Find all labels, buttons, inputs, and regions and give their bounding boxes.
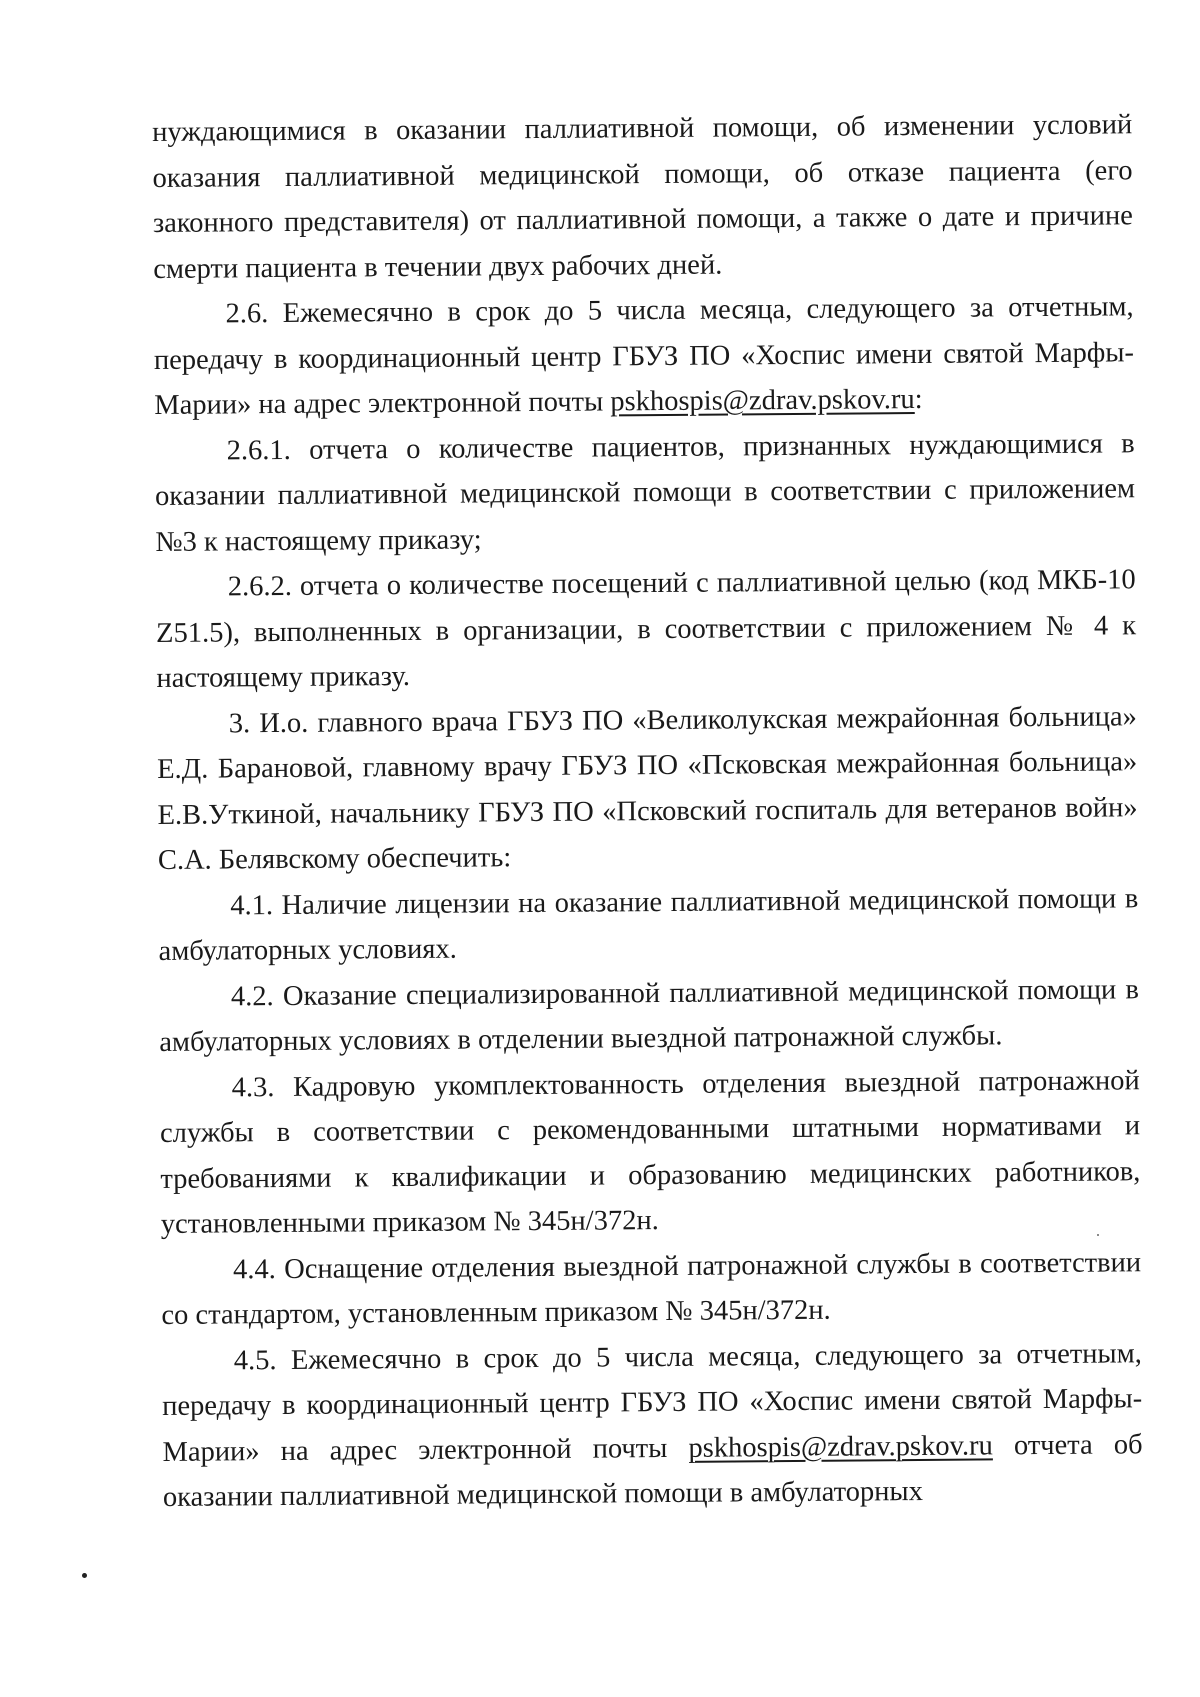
paragraph-2-6-tail: : [914,383,923,416]
scan-speck [82,1573,87,1578]
paragraph-4-3: 4.3. Кадровую укомплектованность отделения выездной патронажной службы в соответствии с рекомендованными штатными нормативами и требованиями к квалификации и образованию медицинских работников, установленными приказом № 345н/372н. [159,1064,1141,1240]
paragraph-4-5 [162,1331,1143,1521]
paragraph-3: 3. И.о. главного врача ГБУЗ ПО «Великолукская межрайонная больница» Е.Д. Барановой, главному врачу ГБУЗ ПО «Псковская межрайонная больница» Е.В.Уткиной, начальнику ГБУЗ ПО «Псковский госпиталь для ветеранов войн» С.А. Белявскому обеспечить: [157,700,1138,876]
paragraph-4-2: 4.2. Оказание специализированной паллиативной медицинской помощи в амбулаторных условиях в отделении выездной патронажной службы. [159,973,1140,1058]
paragraph-2-6-1: 2.6.1. отчета о количестве пациентов, признанных нуждающимися в оказании паллиативной медицинской помощи в соответствии с приложением №3 к настоящему приказу; [154,427,1136,558]
paragraph-4-5-tail: отчета об оказании паллиативной медицинской помощи в амбулаторных [162,1428,1143,1513]
paragraph-2-6 [153,284,1134,428]
paragraph-intro: нуждающимися в оказании паллиативной помощи, об изменении условий оказания паллиативной медицинской помощи, об отказе пациента (его законного представителя) от паллиативной помощи, а также о дате и причине смерти пациента в течении двух рабочих дней. [152,109,1133,285]
email-link[interactable]: pskhospis@zdrav.pskov.ru [610,384,915,418]
paragraph-4-4: 4.4. Оснащение отделения выездной патронажной службы в соответствии со стандартом, установленным приказом № 345н/372н. [161,1246,1142,1331]
paragraph-2-6-2: 2.6.2. отчета о количестве посещений с паллиативной целью (код МКБ-10 Z51.5), выполненных в организации, в соответствии с приложением № 4 к настоящему приказу. [155,564,1137,694]
paragraph-4-1: 4.1. Наличие лицензии на оказание паллиативной медицинской помощи в амбулаторных условиях. [158,882,1139,967]
document-page [152,102,1143,1520]
paragraph-4-5-text: 4.5. Ежемесячно в срок до 5 числа месяца, следующего за отчетным, передачу в координационный центр ГБУЗ ПО «Хоспис имени святой Марфы-Марии» на адрес электронной почты [162,1337,1143,1468]
paragraph-2-6-text: 2.6. Ежемесячно в срок до 5 числа месяца, следующего за отчетным, передачу в координационный центр ГБУЗ ПО «Хоспис имени святой Марфы-Марии» на адрес электронной почты [153,291,1135,421]
email-link-2[interactable]: pskhospis@zdrav.pskov.ru [688,1429,993,1464]
scan-speck-small [1097,1234,1099,1236]
